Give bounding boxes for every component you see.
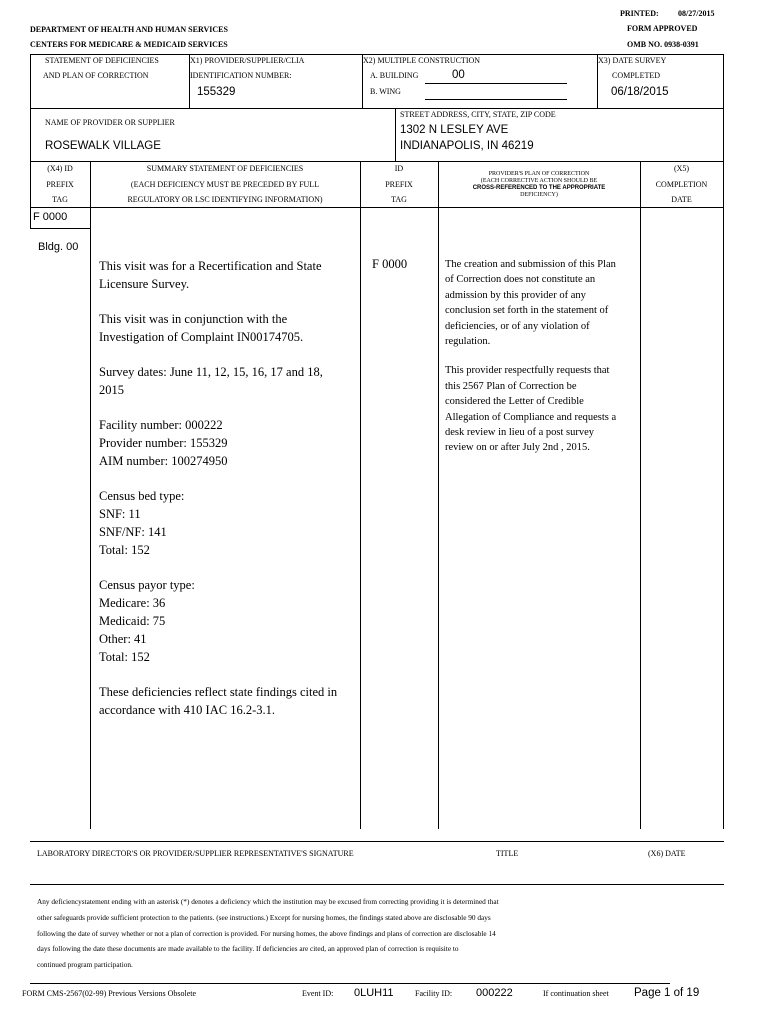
census-bed-title: Census bed type: (99, 489, 185, 503)
plan-paragraph-disclaimer: The creation and submission of this Plan of Correction does not constitute an admission by this provider of any conclusion set forth in the statement of deficiencies, or of any violation of regulation. (445, 259, 616, 348)
x5-header-line1: (X5) (673, 164, 690, 173)
x1-label-line2: IDENTIFICATION NUMBER: (190, 71, 292, 80)
summary-paragraph-census-payor (99, 576, 344, 666)
summary-provider-number: Provider number: 155329 (99, 436, 228, 450)
census-payor-total: Total: 152 (99, 650, 150, 664)
facility-id-label: Facility ID: (415, 989, 453, 998)
title-label: TITLE (496, 849, 519, 858)
x2-label: X2) MULTIPLE CONSTRUCTION (363, 56, 481, 65)
building-label: A. BUILDING (370, 71, 419, 80)
x4-header-line2: PREFIX (46, 180, 74, 189)
column-divider-x4 (90, 161, 91, 829)
id-header-line2: PREFIX (385, 180, 413, 189)
census-bed-total: Total: 152 (99, 543, 150, 557)
summary-paragraph-visit (99, 257, 344, 293)
statement-label-line1: STATEMENT OF DEFICIENCIES (45, 56, 159, 65)
summary-visit-type: This visit was for a Recertification and State Licensure Survey. (99, 259, 322, 291)
disclaimer-line1: Any deficiencystatement ending with an asterisk (*) denotes a deficiency which the institution may be excused from correcting providing it is determined that (37, 897, 499, 906)
form-number: FORM CMS-2567(02-99) Previous Versions Obsolete (22, 989, 197, 998)
summary-statement (99, 257, 344, 736)
address-line2: INDIANAPOLIS, IN 46219 (400, 140, 534, 152)
box2-left-border (30, 108, 31, 161)
x5-header-line2: COMPLETION (655, 180, 708, 189)
plan-header-line3: CROSS-REFERENCED TO THE APPROPRIATE (472, 185, 606, 191)
page-number: Page 1 of 19 (634, 987, 700, 999)
provider-id-value: 155329 (197, 86, 236, 98)
wing-underline (425, 99, 567, 100)
provider-name-label: NAME OF PROVIDER OR SUPPLIER (45, 118, 175, 127)
x5-header-line3: DATE (671, 195, 692, 204)
column-divider-id (438, 161, 439, 829)
director-signature-label: LABORATORY DIRECTOR'S OR PROVIDER/SUPPLIER REPRESENTATIVE'S SIGNATURE (37, 849, 354, 858)
column-divider-plan (640, 161, 641, 829)
column-divider-summary (360, 161, 361, 829)
box2-bottom-border (30, 161, 724, 162)
census-payor-medicaid: Medicaid: 75 (99, 614, 166, 628)
box2-right-border (723, 108, 724, 161)
summary-header-line3: REGULATORY OR LSC IDENTIFYING INFORMATION) (127, 195, 323, 204)
signature-top-border (30, 841, 724, 842)
building-underline (425, 83, 567, 84)
box1-top-border (30, 54, 724, 55)
tag-row-separator (30, 228, 90, 229)
event-id-label: Event ID: (302, 989, 334, 998)
plan-header-line4: DEFICIENCY) (520, 192, 558, 198)
wing-label: B. WING (370, 87, 401, 96)
signature-date-label: (X6) DATE (648, 849, 686, 858)
x4-header-line3: TAG (52, 195, 68, 204)
form-approved: FORM APPROVED (627, 24, 698, 33)
statement-label-line2: AND PLAN OF CORRECTION (43, 71, 149, 80)
summary-paragraph-complaint (99, 310, 344, 346)
tag-f0000: F 0000 (33, 211, 68, 223)
box1-right-border (723, 54, 724, 108)
summary-paragraph-ids (99, 416, 344, 470)
printed-date: 08/27/2015 (678, 9, 715, 18)
plan-header-line1: PROVIDER'S PLAN OF CORRECTION (488, 171, 590, 177)
summary-header-line1: SUMMARY STATEMENT OF DEFICIENCIES (146, 164, 304, 173)
department-title: DEPARTMENT OF HEALTH AND HUMAN SERVICES (30, 25, 228, 34)
provider-name-value: ROSEWALK VILLAGE (45, 140, 161, 152)
census-payor-other: Other: 41 (99, 632, 147, 646)
column-header-bottom-border (30, 207, 724, 208)
omb-number: OMB NO. 0938-0391 (627, 40, 699, 49)
id-header-line3: TAG (391, 195, 407, 204)
bldg-label: Bldg. 00 (38, 241, 79, 253)
continuation-label: If continuation sheet (543, 989, 609, 998)
x4-header-line1: (X4) ID (47, 164, 73, 173)
box1-left-border (30, 54, 31, 108)
plan-header-line2: (EACH CORRECTIVE ACTION SHOULD BE (480, 178, 598, 184)
x1-label-line1: X1) PROVIDER/SUPPLIER/CLIA (190, 56, 305, 65)
plan-paragraph-request: This provider respectfully requests that this 2567 Plan of Correction be considered the Letter of Credible Allegation of Compliance and requests a desk review in lieu of a post survey review on or after July 2nd , 2015. (445, 365, 617, 454)
census-bed-snf: SNF: 11 (99, 507, 141, 521)
summary-paragraph-findings (99, 683, 344, 719)
summary-header-line2: (EACH DEFICIENCY MUST BE PRECEDED BY FULL (130, 180, 320, 189)
summary-facility-number: Facility number: 000222 (99, 418, 223, 432)
box2-divider (395, 108, 396, 161)
disclaimer-line3: following the date of survey whether or not a plan of correction is provided. For nursing homes, the above findings and plans of correction are disclosable 14 (37, 928, 496, 938)
box1-bottom-border (30, 108, 724, 109)
census-payor-title: Census payor type: (99, 578, 195, 592)
building-value: 00 (452, 69, 465, 81)
footer-top-border (30, 983, 670, 984)
column-right-border (723, 161, 724, 829)
summary-paragraph-dates (99, 363, 344, 399)
printed-label: PRINTED: (620, 9, 659, 18)
summary-aim-number: AIM number: 100274950 (99, 454, 228, 468)
summary-paragraph-census-bed (99, 487, 344, 559)
survey-completed-date: 06/18/2015 (611, 86, 669, 98)
id-tag-f0000: F 0000 (372, 257, 408, 271)
disclaimer-line2: other safeguards provide sufficient protection to the patients. (see instructions.) Except for nursing homes, the findings stated above are disclosable 90 days (37, 912, 491, 922)
address-line1: 1302 N LESLEY AVE (400, 124, 509, 136)
id-header-line1: ID (394, 164, 404, 173)
disclaimer (37, 894, 717, 973)
x3-label-line1: X3) DATE SURVEY (598, 56, 667, 65)
summary-findings: These deficiencies reflect state findings cited in accordance with 410 IAC 16.2-3.1. (99, 685, 338, 717)
census-bed-snf-nf: SNF/NF: 141 (99, 525, 167, 539)
plan-of-correction (445, 257, 623, 470)
event-id-value: 0LUH11 (354, 987, 394, 999)
summary-complaint: This visit was in conjunction with the Investigation of Complaint IN00174705. (99, 312, 304, 344)
signature-bottom-border (30, 884, 724, 885)
address-label: STREET ADDRESS, CITY, STATE, ZIP CODE (400, 110, 556, 119)
disclaimer-line4: days following the date these documents are made available to the facility. If deficiencies are cited, an approved plan of correction is requisite to (37, 944, 459, 954)
summary-survey-dates: Survey dates: June 11, 12, 15, 16, 17 and 18, 2015 (99, 365, 323, 397)
disclaimer-line5: continued program participation. (37, 960, 133, 970)
census-payor-medicare: Medicare: 36 (99, 596, 166, 610)
x3-label-line2: COMPLETED (612, 71, 660, 80)
facility-id-value: 000222 (476, 987, 513, 999)
centers-title: CENTERS FOR MEDICARE & MEDICAID SERVICES (30, 40, 228, 49)
